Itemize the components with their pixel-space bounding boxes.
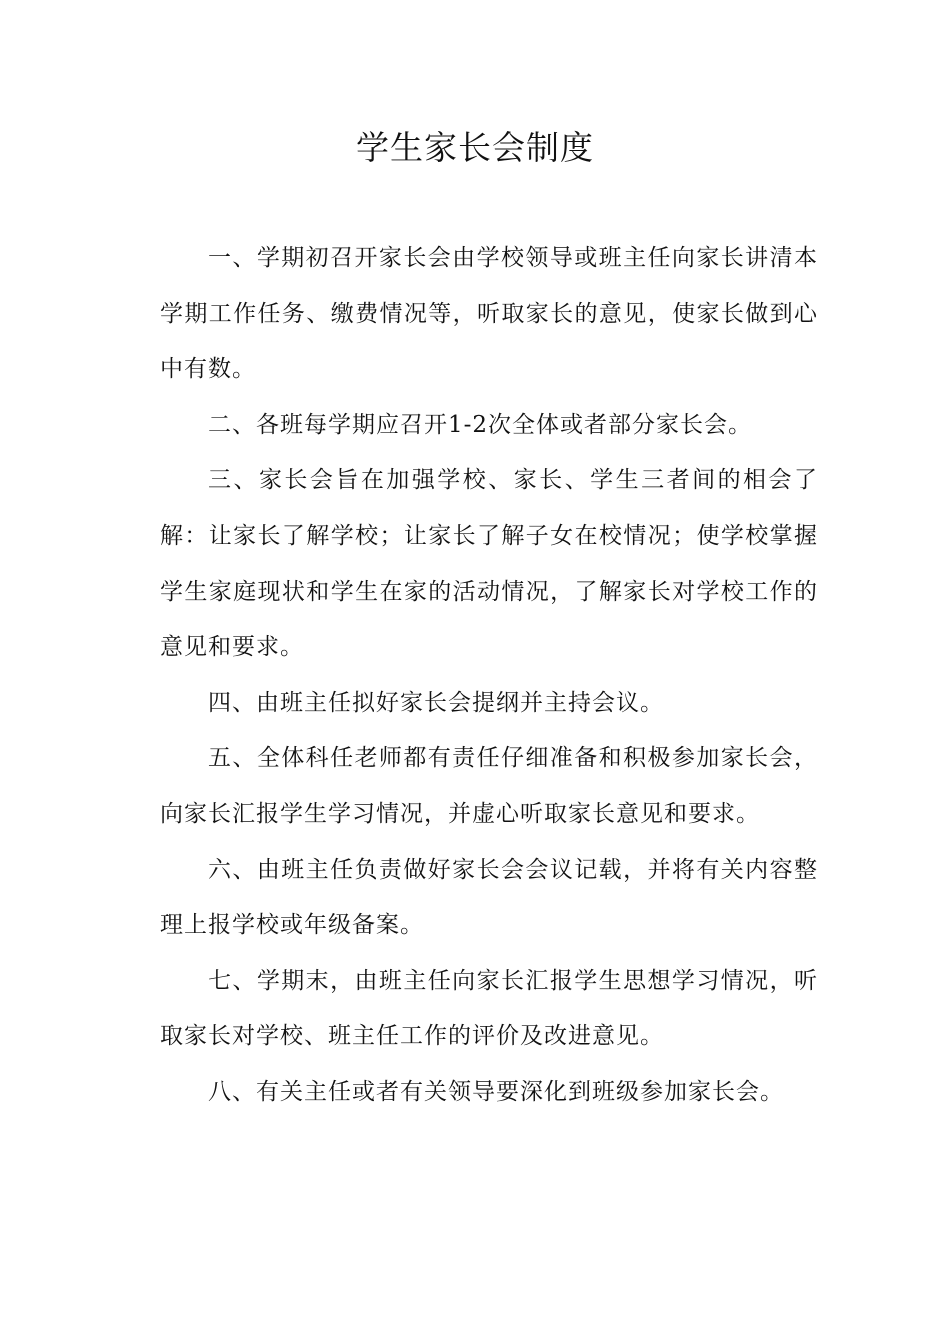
document-title: 学生家长会制度 (356, 128, 594, 167)
paragraph-5: 五、全体科任老师都有责任仔细准备和积极参加家长会，向家长汇报学生学习情况，并虚心听取家长意见和要求。 (160, 745, 818, 827)
paragraph-1: 一、学期初召开家长会由学校领导或班主任向家长讲清本学期工作任务、缴费情况等，听取家长的意见，使家长做到心中有数。 (160, 245, 818, 383)
paragraph-4: 四、由班主任拟好家长会提纲并主持会议。 (208, 689, 664, 716)
paragraph-8: 八、有关主任或者有关领导要深化到班级参加家长会。 (208, 1078, 784, 1105)
paragraph-3: 三、家长会旨在加强学校、家长、学生三者间的相会了解：让家长了解学校；让家长了解子女在校情况；使学校掌握学生家庭现状和学生在家的活动情况，了解家长对学校工作的意见和要求。 (160, 467, 818, 661)
paragraph-6: 六、由班主任负责做好家长会会议记载，并将有关内容整理上报学校或年级备案。 (160, 856, 818, 939)
document-body (160, 231, 818, 1121)
paragraph-7: 七、学期末，由班主任向家长汇报学生思想学习情况，听取家长对学校、班主任工作的评价及改进意见。 (160, 967, 818, 1050)
paragraph-2: 二、各班每学期应召开1-2次全体或者部分家长会。 (208, 411, 753, 438)
